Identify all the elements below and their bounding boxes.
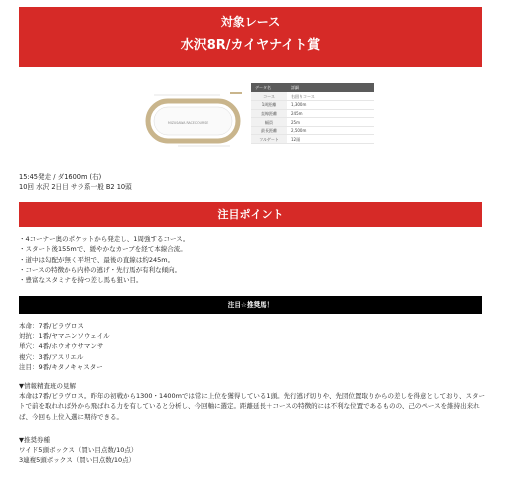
pick-taikou: 対抗：1番/ヤマニンソウェイル bbox=[19, 332, 110, 341]
list-item: ・スタート後155mで、緩やかなカーブを経て本線合流。 bbox=[19, 245, 187, 254]
track-label: MIZUSAWA RACECOURSE bbox=[168, 121, 209, 125]
table-row: 1周距離 1,300m bbox=[251, 101, 374, 110]
start-pocket bbox=[230, 92, 242, 94]
ticket-line: 3連複5頭ボックス（買い目点数/10点） bbox=[19, 456, 136, 465]
ticket-heading: ▼推奨券種 bbox=[19, 436, 50, 444]
list-item: ・豊富なスタミナを持つ差し馬も狙い目。 bbox=[19, 276, 143, 285]
ticket-line: ワイド5頭ボックス（買い目点数/10点） bbox=[19, 446, 138, 455]
info-col-name: データ名 bbox=[251, 83, 287, 92]
course-info-table bbox=[251, 83, 374, 144]
race-class-info: 10回 水沢 2日目 サラ系一般 B2 10頭 bbox=[19, 183, 132, 191]
table-row: 幅員 25m bbox=[251, 118, 374, 127]
course-map bbox=[138, 86, 250, 154]
analysis-section bbox=[19, 381, 489, 422]
ticket-section bbox=[19, 435, 489, 466]
table-row: 最長距離 2,500m bbox=[251, 126, 374, 135]
banner-title: 対象レース bbox=[220, 15, 281, 29]
list-item: ・道中は勾配が無く平坦で、最後の直線は約245m。 bbox=[19, 255, 175, 264]
pick-fukuana: 複穴：3番/アスリエル bbox=[19, 352, 84, 361]
analysis-heading: ▼情報精査班の見解 bbox=[19, 382, 76, 390]
analysis-text: 本命は7番/ピラヴロス。昨年の初戦から1300・1400mでは常に上位を獲得している1頭。先行逃げ切りや、先団位置取りからの差しを得意としており、スタートで前を取れれば外から飛ばれる力を有していると分析し、今回軸に選定。距離延長＋コースの特徴的には不利な位置であるものの、己のペースを維持出来れば、今回も上位入選に期待できる。 bbox=[19, 392, 485, 421]
pick-tanana: 単穴：4番/ホウオウサマンサ bbox=[19, 342, 104, 351]
list-item: ・コースの特徴から内枠の逃げ・先行馬が有利な傾向。 bbox=[19, 265, 182, 274]
recommend-heading: 注目☆推奨馬！ bbox=[19, 296, 482, 314]
pick-honmei: 本命：7番/ピラヴロス bbox=[19, 322, 84, 330]
focus-points-list bbox=[19, 234, 189, 285]
recommended-horses bbox=[19, 321, 489, 372]
info-col-detail: 詳細 bbox=[287, 83, 374, 92]
race-meta bbox=[19, 172, 132, 192]
table-row: コース 右回りコース bbox=[251, 92, 374, 101]
list-item: ・4コーナー奥のポケットから発走し、1周強するコース。 bbox=[19, 235, 190, 243]
race-name: 水沢8R/カイヤナイト賞 bbox=[180, 38, 321, 53]
table-row: フルゲート 12頭 bbox=[251, 135, 374, 144]
focus-points-heading: 注目ポイント bbox=[19, 202, 482, 227]
pick-chuumoku: 注目：9番/キタノキャスター bbox=[19, 362, 103, 371]
race-start-info: 15:45発走 / ダ1600m (右) bbox=[19, 173, 102, 181]
race-title-banner bbox=[19, 7, 482, 67]
table-row: 直線距離 245m bbox=[251, 109, 374, 118]
